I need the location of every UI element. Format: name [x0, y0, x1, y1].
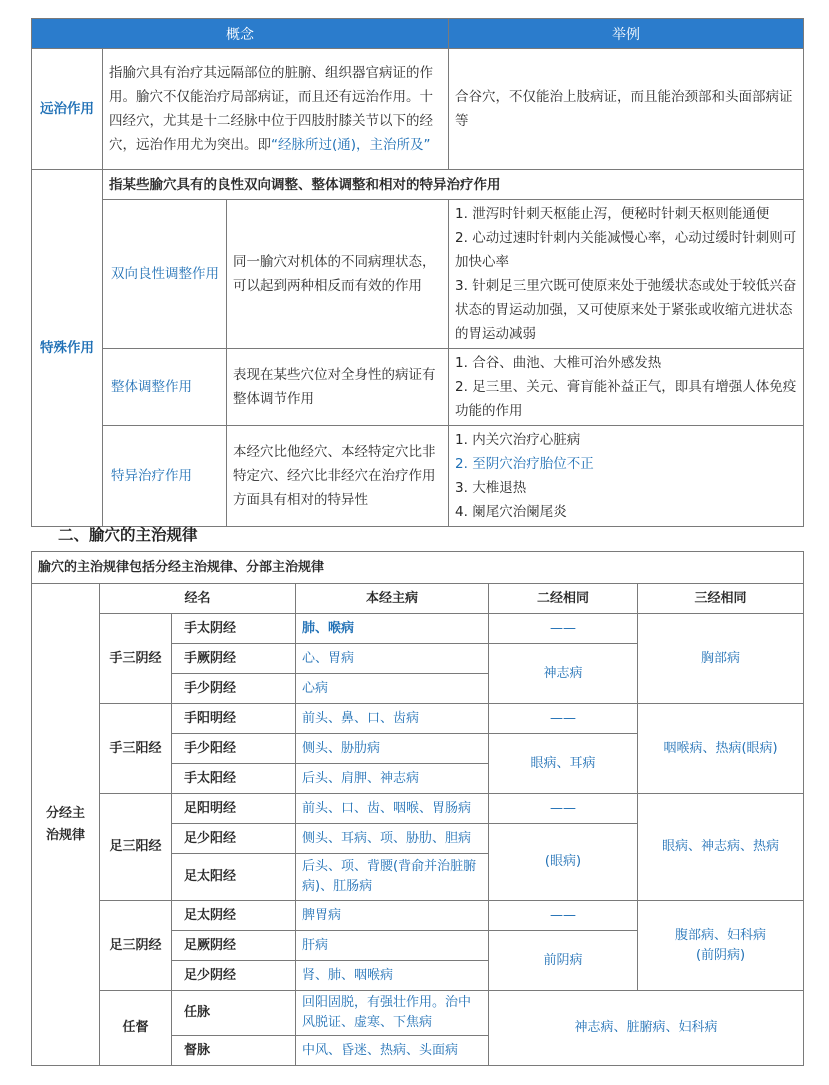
- meridian-name: 足太阴经: [172, 901, 296, 931]
- own-disease: 侧头、胁肋病: [296, 734, 489, 764]
- meridian-name: 手少阳经: [172, 734, 296, 764]
- table1-header-row: [32, 19, 804, 49]
- header-own-disease: 本经主病: [296, 584, 489, 614]
- three-same: 眼病、神志病、热病: [638, 794, 804, 901]
- meridian-name: 手少阴经: [172, 674, 296, 704]
- own-disease: 后头、项、背腰(背俞并治脏腑病)、肛肠病: [296, 854, 489, 901]
- holistic-desc: 表现在某些穴位对全身性的病证有整体调节作用: [227, 349, 449, 426]
- group-name: 手三阴经: [100, 614, 172, 704]
- two-same-dash: ——: [489, 704, 638, 734]
- table2-intro-row: [32, 552, 804, 584]
- group-name: 任督: [100, 991, 172, 1066]
- specific-desc: 本经穴比他经穴、本经特定穴比非特定穴、经穴比非经穴在治疗作用方面具有相对的特异性: [227, 426, 449, 527]
- own-disease: 肝病: [296, 931, 489, 961]
- two-same: 前阴病: [489, 931, 638, 991]
- special-intro-row: [32, 170, 804, 200]
- own-disease: 中风、昏迷、热病、头面病: [296, 1036, 489, 1066]
- side-label-line: 治规律: [45, 827, 85, 843]
- two-same: 眼病、耳病: [489, 734, 638, 794]
- example-line: 2. 至阴穴治疗胎位不正: [455, 456, 594, 472]
- side-label-line: 分经主: [45, 805, 85, 821]
- example-line: 2. 心动过速时针刺内关能减慢心率，心动过缓时针刺则可加快心率: [455, 230, 797, 270]
- two-same: (眼病): [489, 824, 638, 901]
- three-same: 咽喉病、热病(眼病): [638, 704, 804, 794]
- three-same: [638, 901, 804, 991]
- header-three-same: 三经相同: [638, 584, 804, 614]
- example-line: 1. 内关穴治疗心脏病: [455, 432, 581, 448]
- three-same-line: 腹部病、妇科病: [675, 927, 767, 943]
- header-meridian: 经名: [100, 584, 296, 614]
- meridian-name: 足少阴经: [172, 961, 296, 991]
- remote-example: 合谷穴，不仅能治上肢病证，而且能治颈部和头面部病证等: [449, 49, 804, 170]
- table-row: [32, 704, 804, 734]
- example-line: 1. 合谷、曲池、大椎可治外感发热: [455, 355, 662, 371]
- meridian-name: 足阳明经: [172, 794, 296, 824]
- three-same: 胸部病: [638, 614, 804, 704]
- group-name: 手三阳经: [100, 704, 172, 794]
- header-concept: 概念: [32, 19, 449, 49]
- holistic-examples: [449, 349, 804, 426]
- meridian-name: 足厥阴经: [172, 931, 296, 961]
- own-disease: 脾胃病: [296, 901, 489, 931]
- side-label: [32, 584, 100, 1066]
- bidirectional-examples: [449, 200, 804, 349]
- own-disease: 后头、肩胛、神志病: [296, 764, 489, 794]
- header-example: 举例: [449, 19, 804, 49]
- example-line: 1. 泄泻时针刺天枢能止泻，便秘时针刺天枢则能通便: [455, 206, 770, 222]
- meridian-name: 手太阴经: [172, 614, 296, 644]
- own-disease: 前头、鼻、口、齿病: [296, 704, 489, 734]
- table-row: [32, 991, 804, 1036]
- special-label: 特殊作用: [32, 170, 103, 527]
- meridian-name: 手厥阴经: [172, 644, 296, 674]
- own-disease: 回阳固脱，有强壮作用。治中风脱证、虚寒、下焦病: [296, 991, 489, 1036]
- remote-concept-text: 指腧穴具有治疗其远隔部位的脏腑、组织器官病证的作用。腧穴不仅能治疗局部病证，而且还有远治作用。十四经穴，尤其是十二经脉中位于四肢肘膝关节以下的经穴，远治作用尤为突出。即: [109, 65, 433, 153]
- own-disease: 侧头、耳病、项、胁肋、胆病: [296, 824, 489, 854]
- own-disease: 心、胃病: [296, 644, 489, 674]
- group-name: 足三阴经: [100, 901, 172, 991]
- example-line: 2. 足三里、关元、膏肓能补益正气，即具有增强人体免疫功能的作用: [455, 379, 797, 419]
- meridian-name: 足太阳经: [172, 854, 296, 901]
- remote-concept-quote: “经脉所过(通)，主治所及”: [271, 137, 431, 153]
- bidirectional-label: 双向良性调整作用: [103, 200, 227, 349]
- special-row-bidirectional: [32, 200, 804, 349]
- own-disease: 心病: [296, 674, 489, 704]
- own-disease: 肾、肺、咽喉病: [296, 961, 489, 991]
- meridian-name: 任脉: [172, 991, 296, 1036]
- specific-examples: [449, 426, 804, 527]
- example-line: 4. 阑尾穴治阑尾炎: [455, 504, 567, 520]
- specific-label: 特异治疗作用: [103, 426, 227, 527]
- own-disease: 前头、口、齿、咽喉、胃肠病: [296, 794, 489, 824]
- own-disease: 肺、喉病: [296, 614, 489, 644]
- two-same: 神志病: [489, 644, 638, 704]
- remote-concept: [103, 49, 449, 170]
- group-name: 足三阳经: [100, 794, 172, 901]
- section-title: 二、腧穴的主治规律: [58, 526, 198, 544]
- special-row-holistic: [32, 349, 804, 426]
- meridian-name: 督脉: [172, 1036, 296, 1066]
- meridian-name: 手阳明经: [172, 704, 296, 734]
- example-line: 3. 大椎退热: [455, 480, 527, 496]
- example-line: 3. 针刺足三里穴既可使原来处于弛缓状态或处于较低兴奋状态的胃运动加强，又可使原来处于紧张或收缩亢进状态的胃运动减弱: [455, 278, 797, 342]
- two-same-dash: ——: [489, 614, 638, 644]
- treatment-rules-table: [31, 551, 804, 1066]
- ren-du-shared: 神志病、脏腑病、妇科病: [489, 991, 804, 1066]
- table2-header-row: [32, 584, 804, 614]
- bidirectional-desc: 同一腧穴对机体的不同病理状态，可以起到两种相反而有效的作用: [227, 200, 449, 349]
- table-row: [32, 614, 804, 644]
- table-row: [32, 901, 804, 931]
- two-same-dash: ——: [489, 901, 638, 931]
- remote-row: [32, 49, 804, 170]
- table-row: [32, 794, 804, 824]
- three-same-line: (前阴病): [695, 947, 746, 963]
- special-intro: 指某些腧穴具有的良性双向调整、整体调整和相对的特异治疗作用: [103, 170, 804, 200]
- meridian-name: 足少阳经: [172, 824, 296, 854]
- remote-label: 远治作用: [32, 49, 103, 170]
- two-same-dash: ——: [489, 794, 638, 824]
- acupoint-function-table: [31, 18, 804, 527]
- meridian-name: 手太阳经: [172, 764, 296, 794]
- holistic-label: 整体调整作用: [103, 349, 227, 426]
- header-two-same: 二经相同: [489, 584, 638, 614]
- special-row-specific: [32, 426, 804, 527]
- table2-intro: 腧穴的主治规律包括分经主治规律、分部主治规律: [32, 552, 804, 584]
